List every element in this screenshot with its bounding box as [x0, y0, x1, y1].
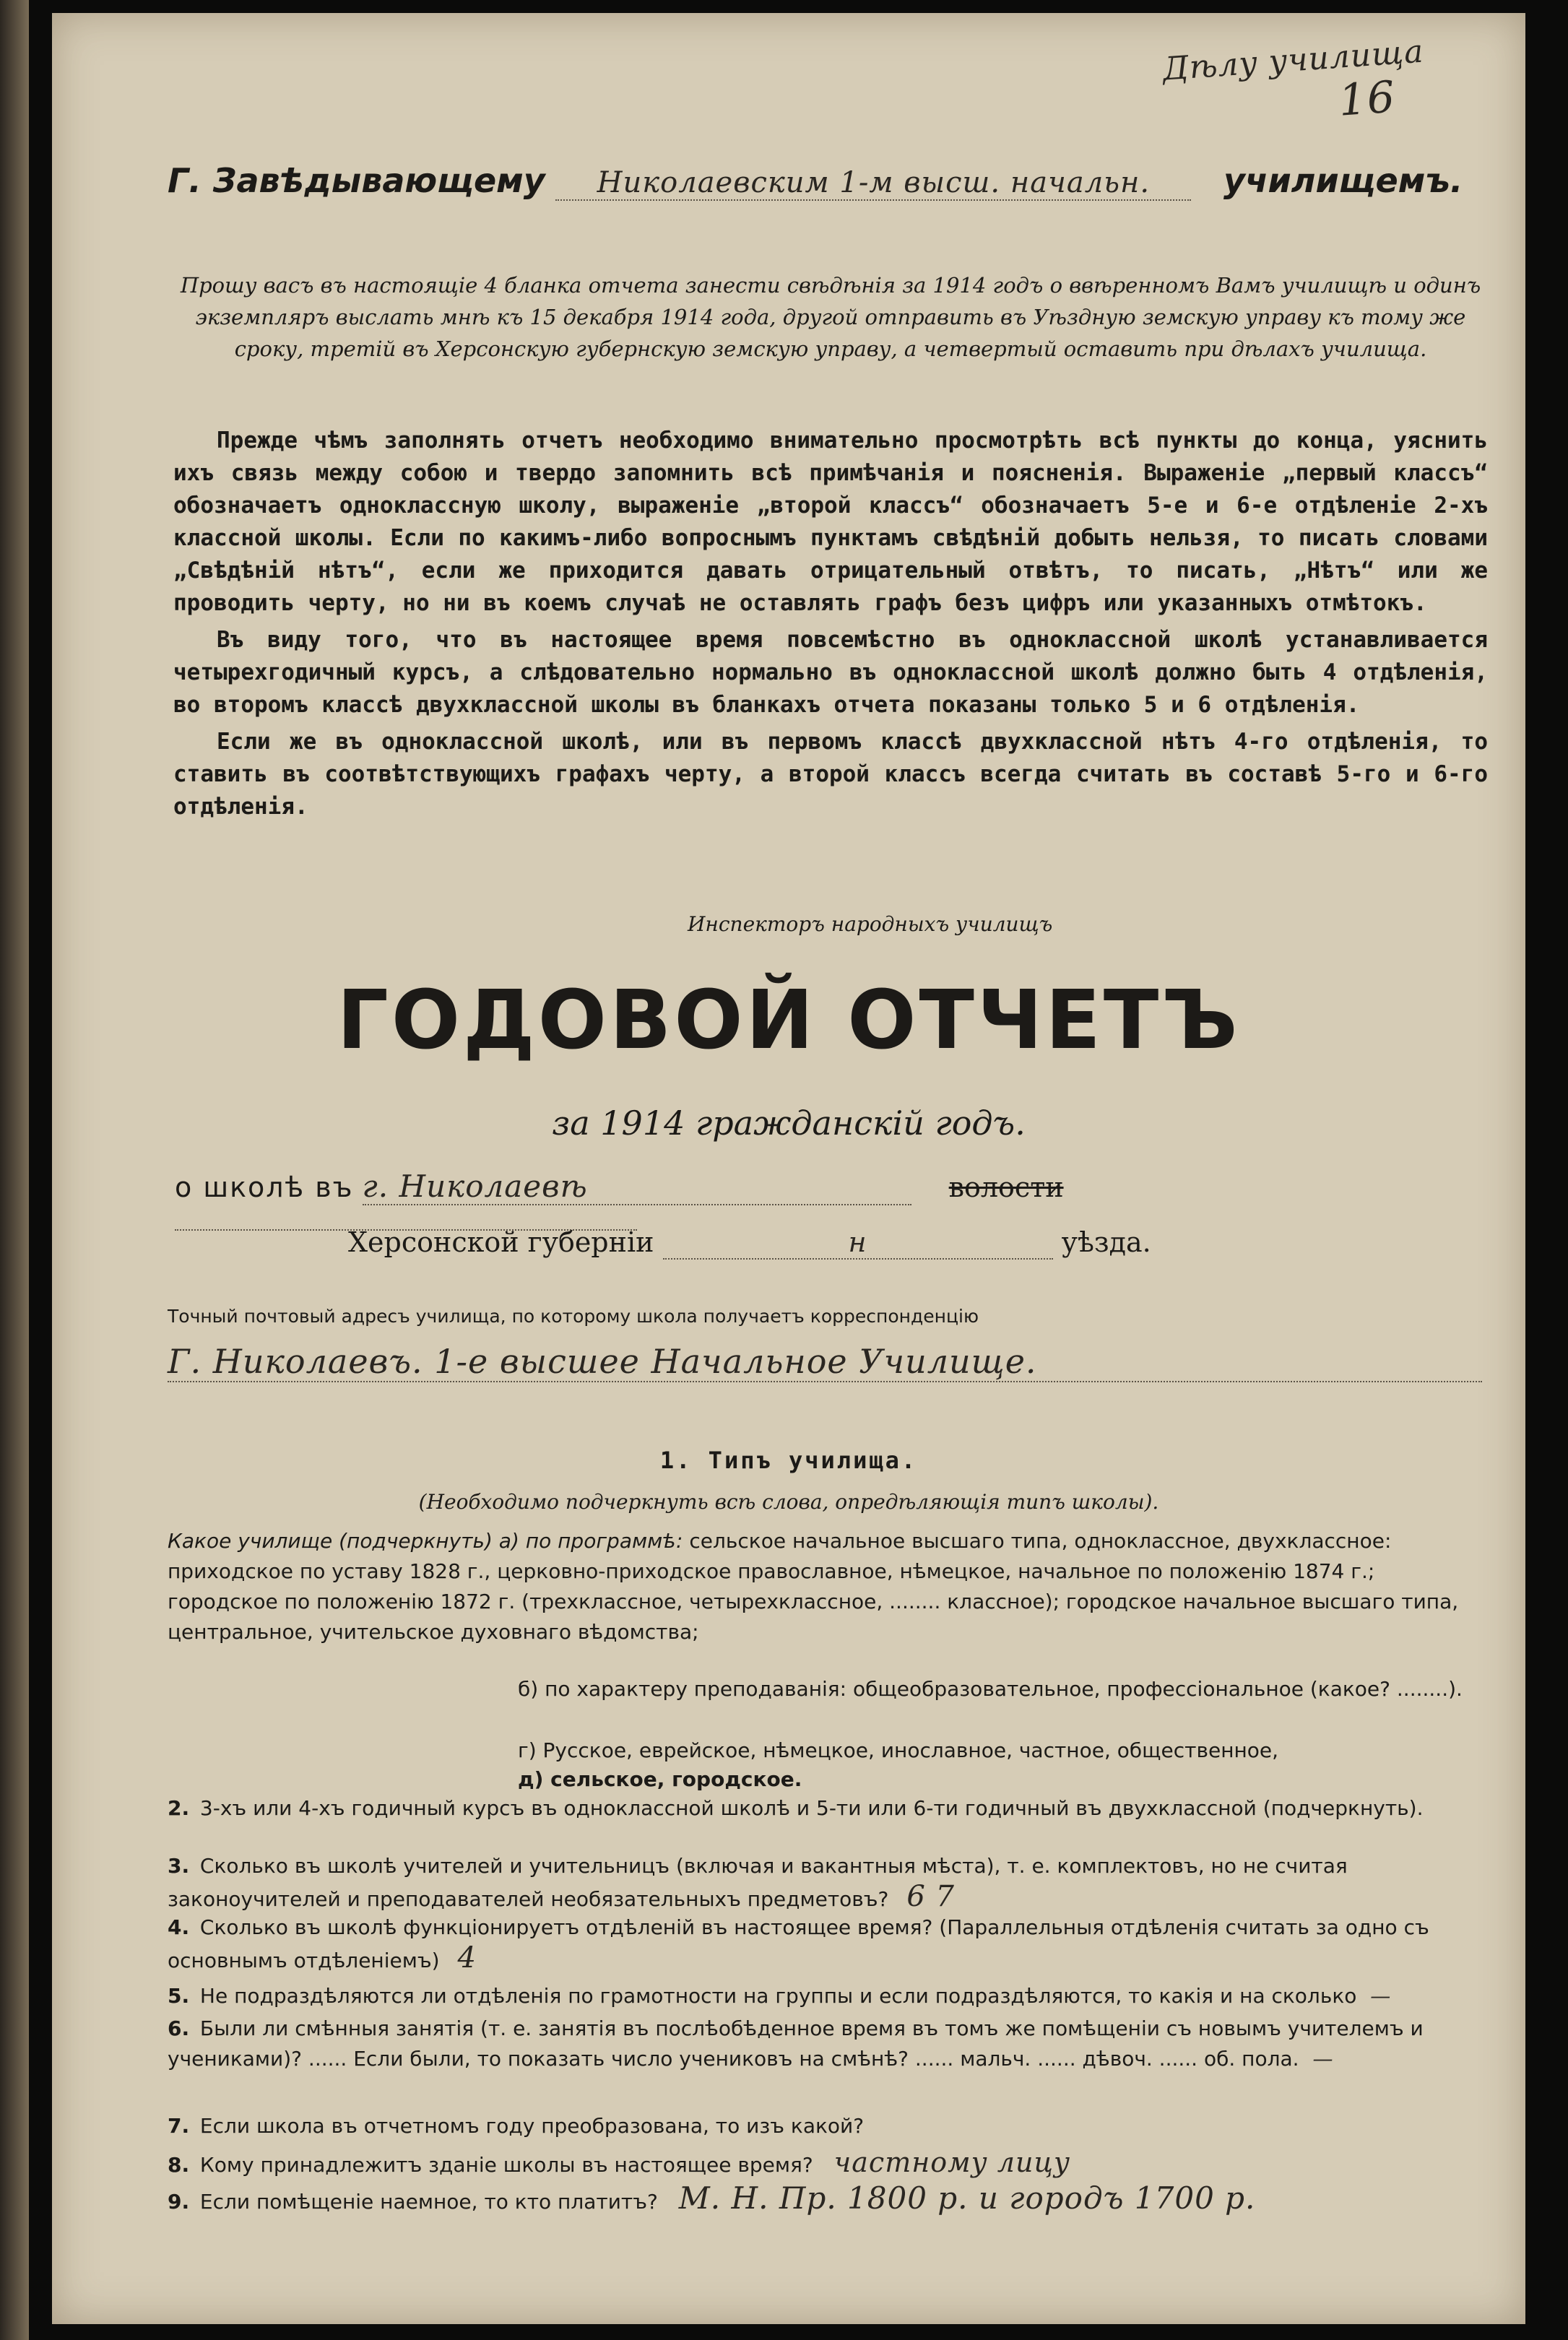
section1-title: 1. Типъ училища. [659, 1447, 918, 1474]
addressee-prefix: Г. Завѣдывающему [168, 161, 545, 200]
section1-b: б) по характеру преподаванія: общеобразовательное, профессіональное (какое? ........). [518, 1677, 1463, 1701]
question-5-text: Не подраздѣляются ли отдѣленія по грамотности на группы и если подраздѣляются, то какія и на сколько [199, 1984, 1357, 2008]
section1-a-text: сельское начальное высшаго типа, одноклассное, двухклассное: приходское по уставу 1828 г., церковно-приходское православное, нѣмецкое, начальное по положенію 1874 г.; городское по положенію 1872 г. (трехклассное, четырехклассное, ........ классное); городское начальное высшаго типа, центральное, учительское духовнаго вѣдомства; [168, 1529, 1459, 1644]
corner-note [1161, 33, 1429, 139]
rules-paragraph-2: Въ виду того, что въ настоящее время повсемѣстно въ одноклассной школѣ устанавливается четырехгодичный курсъ, а слѣдовательно нормально въ одноклассной школѣ должно быть 4 отдѣленія, во второмъ классѣ двухклассной школы въ бланкахъ отчета показаны только 5 и 6 отдѣленія. [173, 627, 1488, 718]
scan-edge-left [0, 0, 29, 2340]
question-2 [168, 1793, 1489, 1824]
question-9-number: 9. [168, 2190, 190, 2214]
section1-d: д) сельское, городское. [518, 1767, 802, 1791]
question-4-number: 4. [168, 1915, 190, 1939]
rules-paragraph-3: Если же въ одноклассной школѣ, или въ первомъ классѣ двухклассной нѣтъ 4-го отдѣленія, то ставить въ соотвѣтствующихъ графахъ черту, а второй классъ всегда считать въ составѣ 5-го и 6-го отдѣленія. [173, 729, 1488, 820]
question-4-answer: 4 [457, 1941, 477, 1975]
question-7-text: Если школа въ отчетномъ году преобразована, то изъ какой? [199, 2114, 865, 2138]
gubernia-line [348, 1226, 1489, 1260]
question-3-answer: 6 7 [906, 1880, 955, 1913]
school-line-handwritten: г. Николаевѣ [363, 1169, 911, 1205]
question-6-answer: — [1312, 2047, 1334, 2071]
postal-handwritten: Г. Николаевъ. 1-е высшее Начальное Училище. [168, 1342, 1482, 1382]
addressee-suffix: училищемъ. [1223, 161, 1463, 200]
question-3 [168, 1851, 1489, 1915]
question-2-text: 3-хъ или 4-хъ годичный курсъ въ одноклассной школѣ и 5-ти или 6-ти годичный въ двухклассной (подчеркнуть). [199, 1796, 1424, 1820]
section1-g: г) Русское, еврейское, нѣмецкое, инославное, частное, общественное, [518, 1738, 1279, 1762]
addressee-line [168, 161, 1489, 201]
question-4 [168, 1912, 1489, 1976]
question-8-number: 8. [168, 2153, 190, 2177]
report-subtitle: за 1914 гражданскій годъ. [552, 1104, 1026, 1143]
question-8-answer: частному лицу [833, 2146, 1071, 2178]
postal-label: Точный почтовый адресъ училища, по которому школа получаетъ корреспонденцію [168, 1306, 979, 1327]
school-line-label: о школѣ въ [175, 1171, 354, 1203]
question-6 [168, 2014, 1489, 2074]
corner-note-line1: Дѣлу училища [1161, 32, 1425, 88]
document-page [52, 13, 1525, 2324]
rules-paragraph-1: Прежде чѣмъ заполнять отчетъ необходимо внимательно просмотрѣть всѣ пункты до конца, уяснить ихъ связь между собою и твердо запомнить всѣ примѣчанія и поясненія. Выраженіе „первый классъ“ обозначаетъ одноклассную школу, выраженіе „второй классъ“ обозначаетъ 5-е и 6-е отдѣленіе 2-хъ классной школы. Если по какимъ-либо вопроснымъ пунктамъ свѣдѣній добыть нельзя, то писать словами „Свѣдѣній нѣтъ“, если же приходится давать отрицательный отвѣтъ, то писать, „Нѣтъ“ или же проводить черту, но ни въ коемъ случаѣ не оставлять графъ безъ цифръ или указанныхъ отмѣтокъ. [173, 428, 1488, 616]
question-8-text: Кому принадлежитъ зданіе школы въ настоящее время? [199, 2153, 813, 2177]
section1-a [168, 1526, 1489, 1647]
school-line-volost: волости [948, 1171, 1064, 1203]
question-4-text: Сколько въ школѣ функціонируетъ отдѣленій въ настоящее время? (Параллельныя отдѣленія считать за одно съ основнымъ отдѣленіемъ) [168, 1915, 1429, 1972]
question-9-answer: М. Н. Пр. 1800 р. и городъ 1700 р. [678, 2180, 1256, 2216]
question-5-number: 5. [168, 1984, 190, 2008]
inspector-caption: Инспекторъ народныхъ училищъ [688, 912, 1053, 936]
question-9-text: Если помѣщеніе наемное, то кто платитъ? [199, 2190, 658, 2214]
question-9 [168, 2180, 1489, 2217]
question-3-number: 3. [168, 1854, 190, 1878]
question-2-number: 2. [168, 1796, 190, 1820]
question-8 [168, 2147, 1489, 2180]
question-5 [168, 1981, 1489, 2011]
question-3-text: Сколько въ школѣ учителей и учительницъ (включая и вакантныя мѣста), т. е. комплектовъ, но не считая законоучителей и преподавателей необязательныхъ предметовъ? [168, 1854, 1348, 1911]
rules-block [173, 425, 1488, 823]
report-title: ГОДОВОЙ ОТЧЕТЪ [337, 974, 1241, 1067]
section1-note: (Необходимо подчеркнуть всѣ слова, опредѣляющія типъ школы). [418, 1490, 1159, 1514]
gubernia-handwritten: н [663, 1226, 1053, 1260]
question-5-answer: — [1370, 1984, 1392, 2008]
corner-note-number: 16 [1337, 72, 1398, 126]
question-7 [168, 2111, 1489, 2141]
uezd-label: уѣзда. [1061, 1226, 1151, 1258]
question-7-number: 7. [168, 2114, 190, 2138]
gubernia-label: Херсонской губерніи [348, 1226, 654, 1258]
addressee-handwritten: Николаевским 1-м высш. начальн. [555, 166, 1191, 201]
question-6-number: 6. [168, 2016, 190, 2040]
section1-a-label: Какое училище (подчеркнуть) а) по программѣ: [168, 1529, 683, 1553]
question-6-text: Были ли смѣнныя занятія (т. е. занятія въ послѣобѣденное время въ томъ же помѣщеніи съ новымъ учителемъ и учениками)? ...... Если были, то показать число учениковъ на смѣнѣ? ...... мальч. ...... дѣвоч. ...... об. пола. [168, 2016, 1424, 2071]
intro-paragraph: Прошу васъ въ настоящіе 4 бланка отчета занести свѣдѣнія за 1914 годъ о ввѣренномъ Вамъ училищѣ и одинъ экземпляръ выслать мнѣ къ 15 декабря 1914 года, другой отправить въ Уѣздную земскую управу къ тому же сроку, третій въ Херсонскую губернскую земскую управу, а четвертый оставить при дѣлахъ училища. [180, 273, 1481, 361]
